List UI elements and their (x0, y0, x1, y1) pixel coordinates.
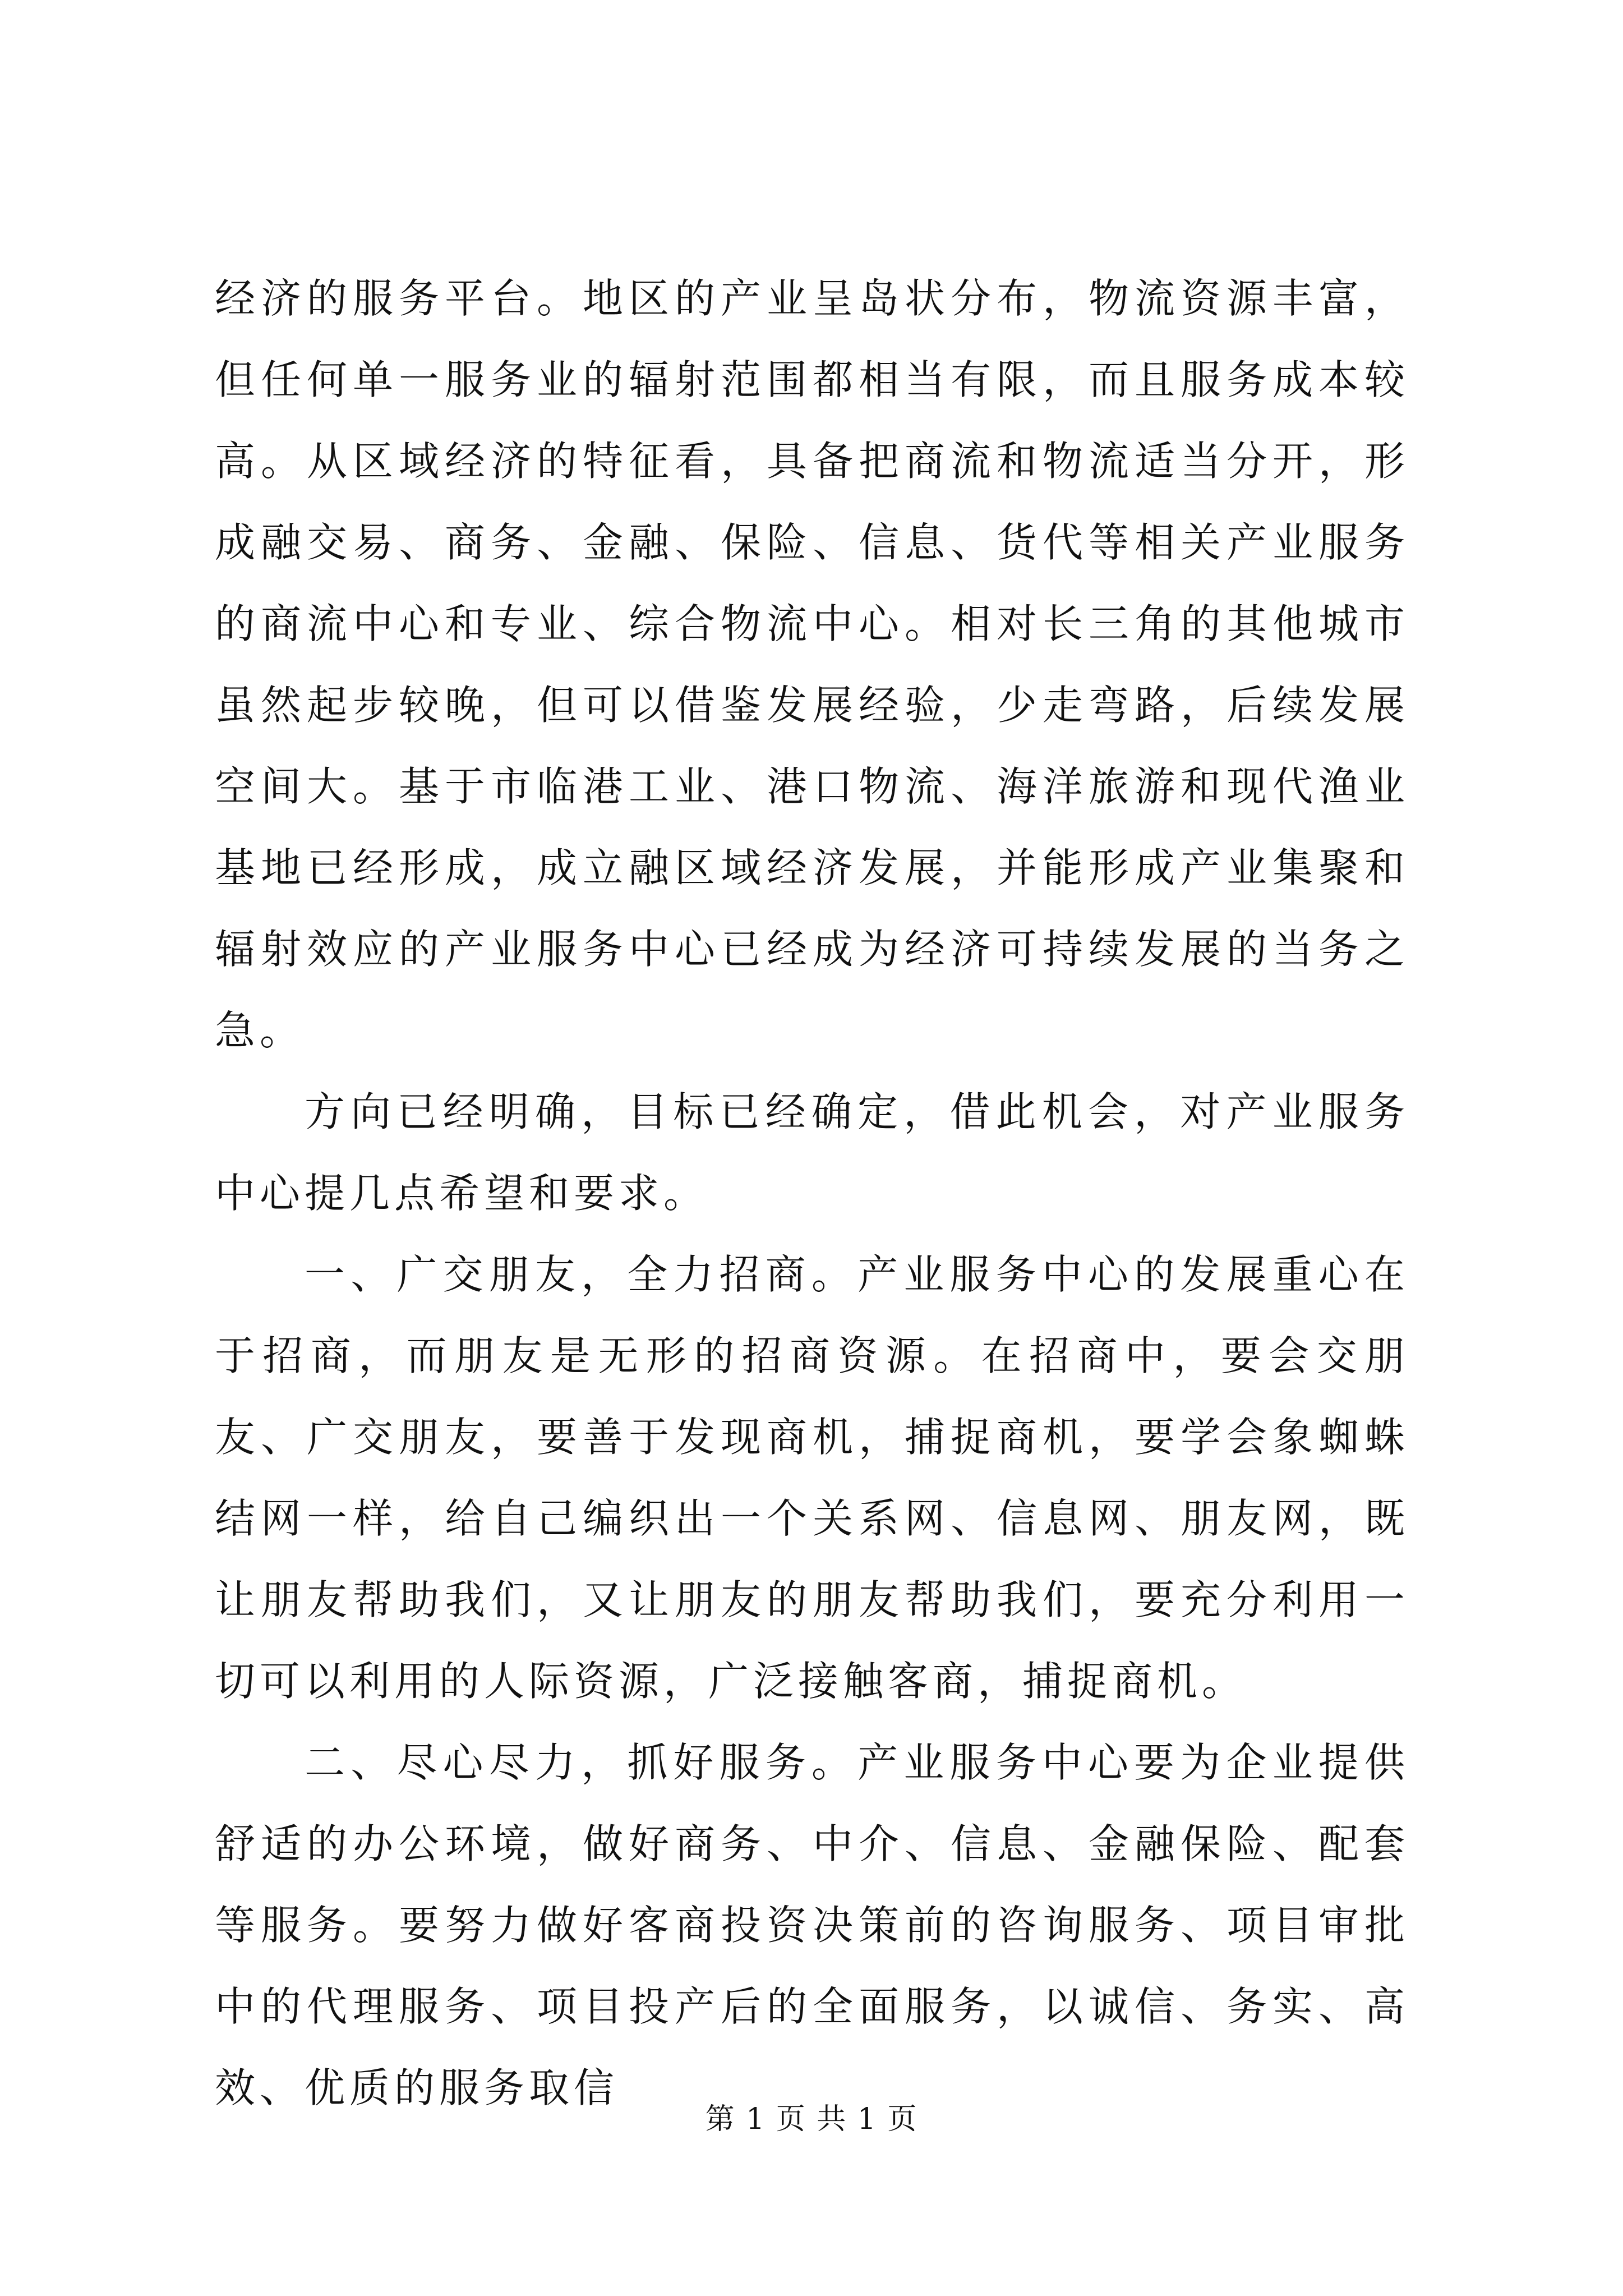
page-footer: 第 1 页 共 1 页 (705, 2102, 918, 2136)
paragraph-4: 二、尽心尽力，抓好服务。产业服务中心要为企业提供舒适的办公环境，做好商务、中介、信息、金融保险、配套等服务。要努力做好客商投资决策前的咨询服务、项目审批中的代理服务、项目投产后的全面服务，以诚信、务实、高效、优质的服务取信 (215, 1739, 1409, 2111)
document-body (215, 258, 1409, 2129)
paragraph-3: 一、广交朋友，全力招商。产业服务中心的发展重心在于招商，而朋友是无形的招商资源。在招商中，要会交朋友、广交朋友，要善于发现商机，捕捉商机，要学会象蜘蛛结网一样，给自己编织出一个关系网、信息网、朋友网，既让朋友帮助我们，又让朋友的朋友帮助我们，要充分利用一切可以利用的人际资源，广泛接触客商，捕捉商机。 (215, 1251, 1409, 1705)
paragraph-1: 经济的服务平台。地区的产业呈岛状分布，物流资源丰富，但任何单一服务业的辐射范围都相当有限，而且服务成本较高。从区域经济的特征看，具备把商流和物流适当分开，形成融交易、商务、金融、保险、信息、货代等相关产业服务的商流中心和专业、综合物流中心。相对长三角的其他城市虽然起步较晚，但可以借鉴发展经验，少走弯路，后续发展空间大。基于市临港工业、港口物流、海洋旅游和现代渔业基地已经形成，成立融区域经济发展，并能形成产业集聚和辐射效应的产业服务中心已经成为经济可持续发展的当务之急。 (215, 275, 1409, 1054)
paragraph-2: 方向已经明确，目标已经确定，借此机会，对产业服务中心提几点希望和要求。 (215, 1088, 1409, 1217)
